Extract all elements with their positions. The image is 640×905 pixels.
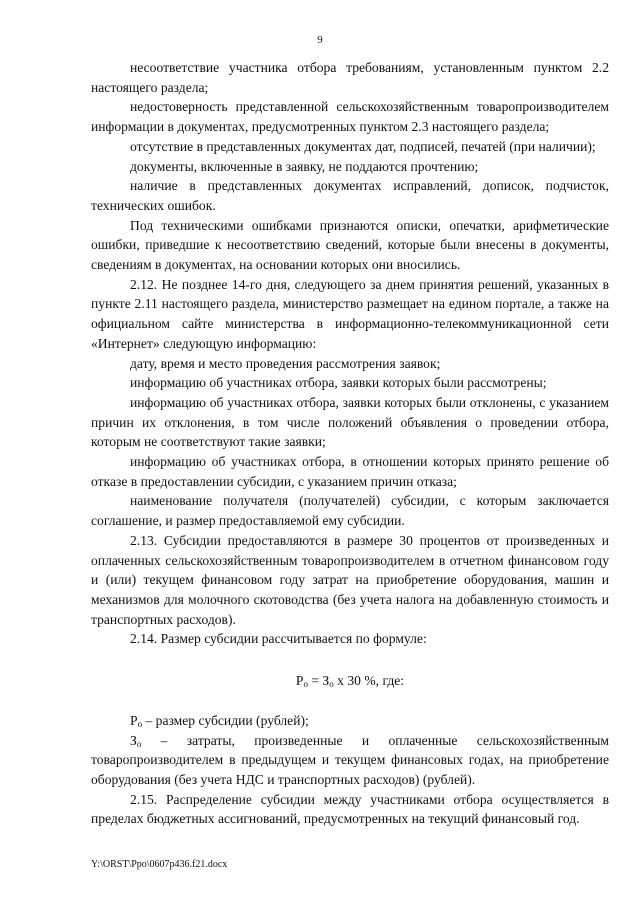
definition-z: [91, 731, 609, 790]
definition-subscript: о: [137, 718, 143, 729]
paragraph: информацию об участниках отбора, заявки которых были отклонены, с указанием причин их отклонения, в том числе положений объявления о проведении отбора, которым не соответствуют такие заявки;: [91, 394, 609, 450]
definition-text: – затраты, произведенные и оплаченные сельскохозяйственным товаропроизводителем в предыдущем и текущем финансовых годах, на приобретение оборудования (без учета НДС и транспортных расходов) (рублей).: [91, 732, 609, 787]
paragraph: 2.12. Не позднее 14-го дня, следующего за днем принятия решений, указанных в пункте 2.11 настоящего раздела, министерство размещает на едином портале, а также на официальном сайте министерства в информационно-телекоммуникационной сети «Интернет» следующую информацию:: [91, 276, 609, 351]
formula-p-subscript: о: [303, 679, 308, 690]
paragraph: недостоверность представленной сельскохозяйственным товаропроизводителем информации в документах, предусмотренных пунктом 2.3 настоящего раздела;: [91, 99, 609, 135]
definition-letter: Р: [130, 712, 138, 728]
formula-tail: х 30 %, где:: [333, 673, 405, 689]
paragraph: документы, включенные в заявку, не поддаются прочтению;: [130, 158, 479, 174]
paragraph: наименование получателя (получателей) субсидии, с которым заключается соглашение, и размер предоставляемой ему субсидии.: [91, 493, 609, 529]
formula-mid: = З: [307, 673, 330, 689]
paragraph: 2.15. Распределение субсидии между участниками отбора осуществляется в пределах бюджетных ассигнований, предусмотренных на текущий финансовый год.: [91, 791, 609, 827]
definition-p: [91, 711, 609, 731]
definition-text: – размер субсидии (рублей);: [142, 712, 309, 728]
page-number: 9: [317, 34, 323, 46]
paragraph: Под техническими ошибками признаются описки, опечатки, арифметические ошибки, приведшие к несоответствию сведений, которые были внесены в документы, сведениям в документах, на основании которых они вносились.: [91, 217, 609, 273]
paragraph: наличие в представленных документах исправлений, дописок, подчисток, технических ошибок.: [91, 178, 609, 213]
definition-subscript: о: [136, 738, 142, 749]
definition-letter: З: [130, 732, 137, 748]
paragraph: 2.14. Размер субсидии рассчитывается по формуле:: [130, 631, 427, 647]
file-path-footer: Y:\ORST\Ppo\0607p436.f21.docx: [91, 859, 228, 870]
paragraph: несоответствие участника отбора требованиям, установленным пунктом 2.2 настоящего раздела;: [91, 60, 609, 95]
subsidy-formula: [91, 671, 609, 691]
paragraph: 2.13. Субсидии предоставляются в размере 30 процентов от произведенных и оплаченных сельскохозяйственным товаропроизводителем в отчетном финансовом году и (или) текущем финансовом году затрат на приобретение оборудования, машин и механизмов для молочного скотоводства (без учета налога на добавленную стоимость и транспортных расходов).: [91, 532, 609, 627]
document-body: [91, 58, 609, 829]
paragraph: отсутствие в представленных документах дат, подписей, печатей (при наличии);: [130, 138, 596, 154]
formula-p-letter: Р: [295, 673, 304, 689]
paragraph: информацию об участниках отбора, заявки которых были рассмотрены;: [130, 375, 547, 391]
paragraph: информацию об участниках отбора, в отношении которых принято решение об отказе в предоставлении субсидии, с указанием причин отказа;: [91, 454, 609, 489]
formula-z-subscript: о: [329, 679, 334, 690]
paragraph: дату, время и место проведения рассмотрения заявок;: [130, 355, 441, 371]
